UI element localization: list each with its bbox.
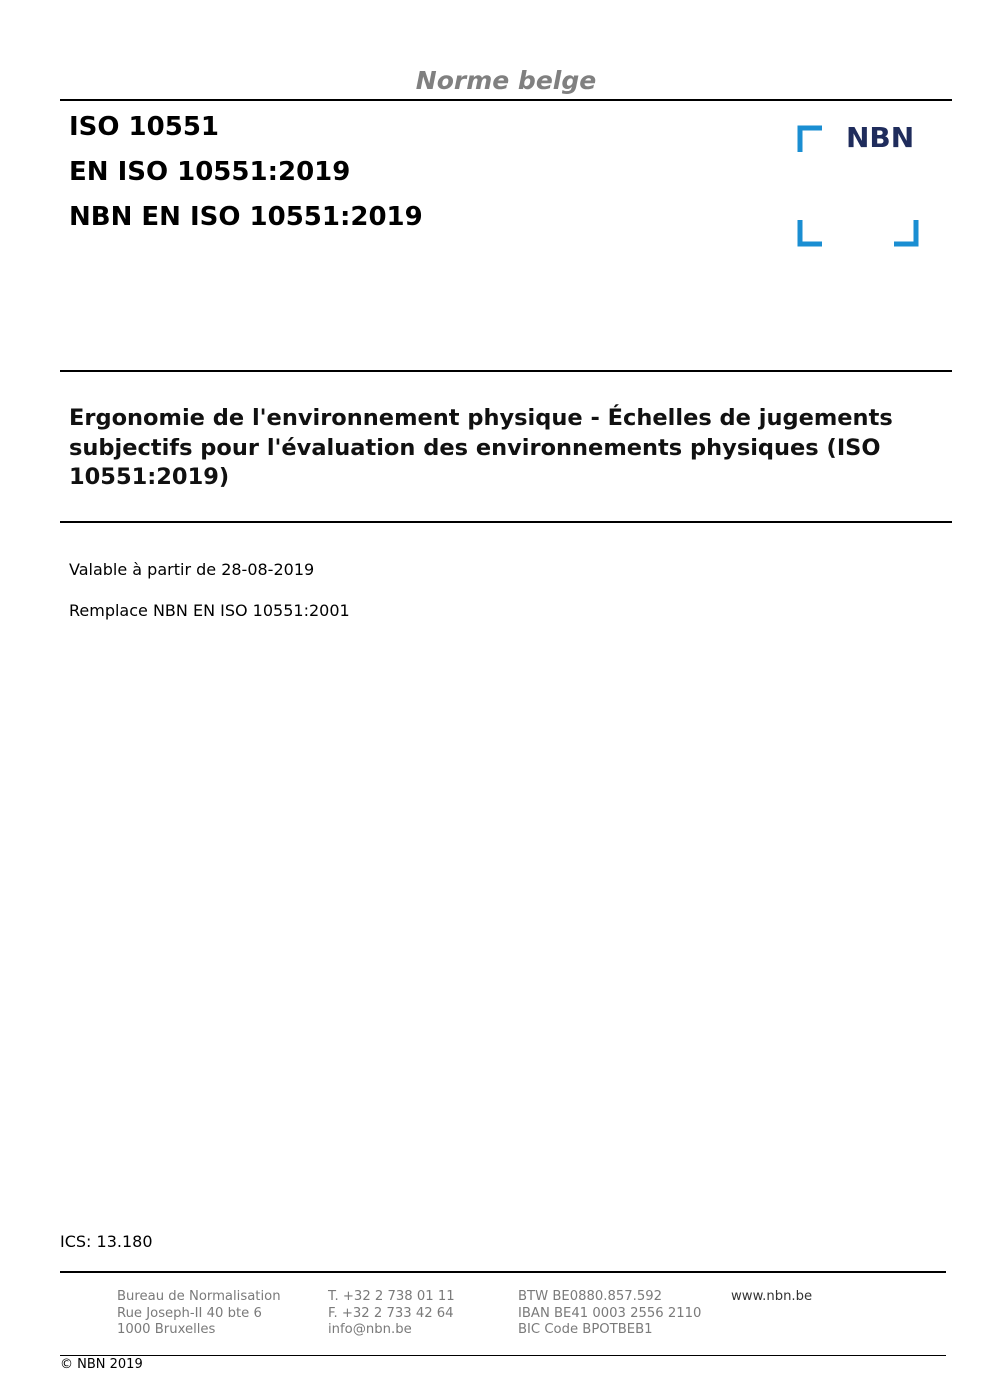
contact-fax: F. +32 2 733 42 64	[328, 1305, 454, 1321]
footer-top-rule	[60, 1271, 946, 1273]
title-bottom-rule	[60, 521, 952, 523]
contact-email[interactable]: info@nbn.be	[328, 1322, 412, 1337]
footer-website-link[interactable]: www.nbn.be	[731, 1289, 813, 1304]
footer-address	[117, 1289, 281, 1339]
address-line-org: Bureau de Normalisation	[117, 1289, 281, 1304]
footer-contact	[328, 1289, 455, 1339]
standard-number-iso: ISO 10551	[69, 112, 220, 142]
standard-number-nbn: NBN EN ISO 10551:2019	[69, 202, 423, 232]
document-type-label: Norme belge	[415, 66, 597, 95]
standard-number-en: EN ISO 10551:2019	[69, 157, 351, 187]
address-line-city: 1000 Bruxelles	[117, 1322, 216, 1337]
contact-phone: T. +32 2 738 01 11	[328, 1289, 455, 1304]
address-line-street: Rue Joseph-II 40 bte 6	[117, 1305, 262, 1321]
title-top-rule	[60, 370, 952, 372]
bank-bic: BIC Code BPOTBEB1	[518, 1322, 653, 1337]
document-title: Ergonomie de l'environnement physique - Échelles de jugements subjectifs pour l'évaluation des environnements physiques (ISO 10551:2019)	[69, 405, 893, 490]
replaces-text: Remplace NBN EN ISO 10551:2001	[69, 601, 350, 620]
valid-from-text: Valable à partir de 28-08-2019	[69, 560, 315, 579]
footer-bottom-rule	[60, 1355, 946, 1356]
bank-vat: BTW BE0880.857.592	[518, 1289, 663, 1304]
ics-code: ICS: 13.180	[60, 1232, 153, 1251]
header-rule	[60, 99, 952, 101]
copyright-text: © NBN 2019	[60, 1357, 143, 1372]
nbn-logo-text: NBN	[846, 121, 915, 154]
bank-iban: IBAN BE41 0003 2556 2110	[518, 1305, 702, 1321]
footer-bank	[518, 1289, 701, 1339]
